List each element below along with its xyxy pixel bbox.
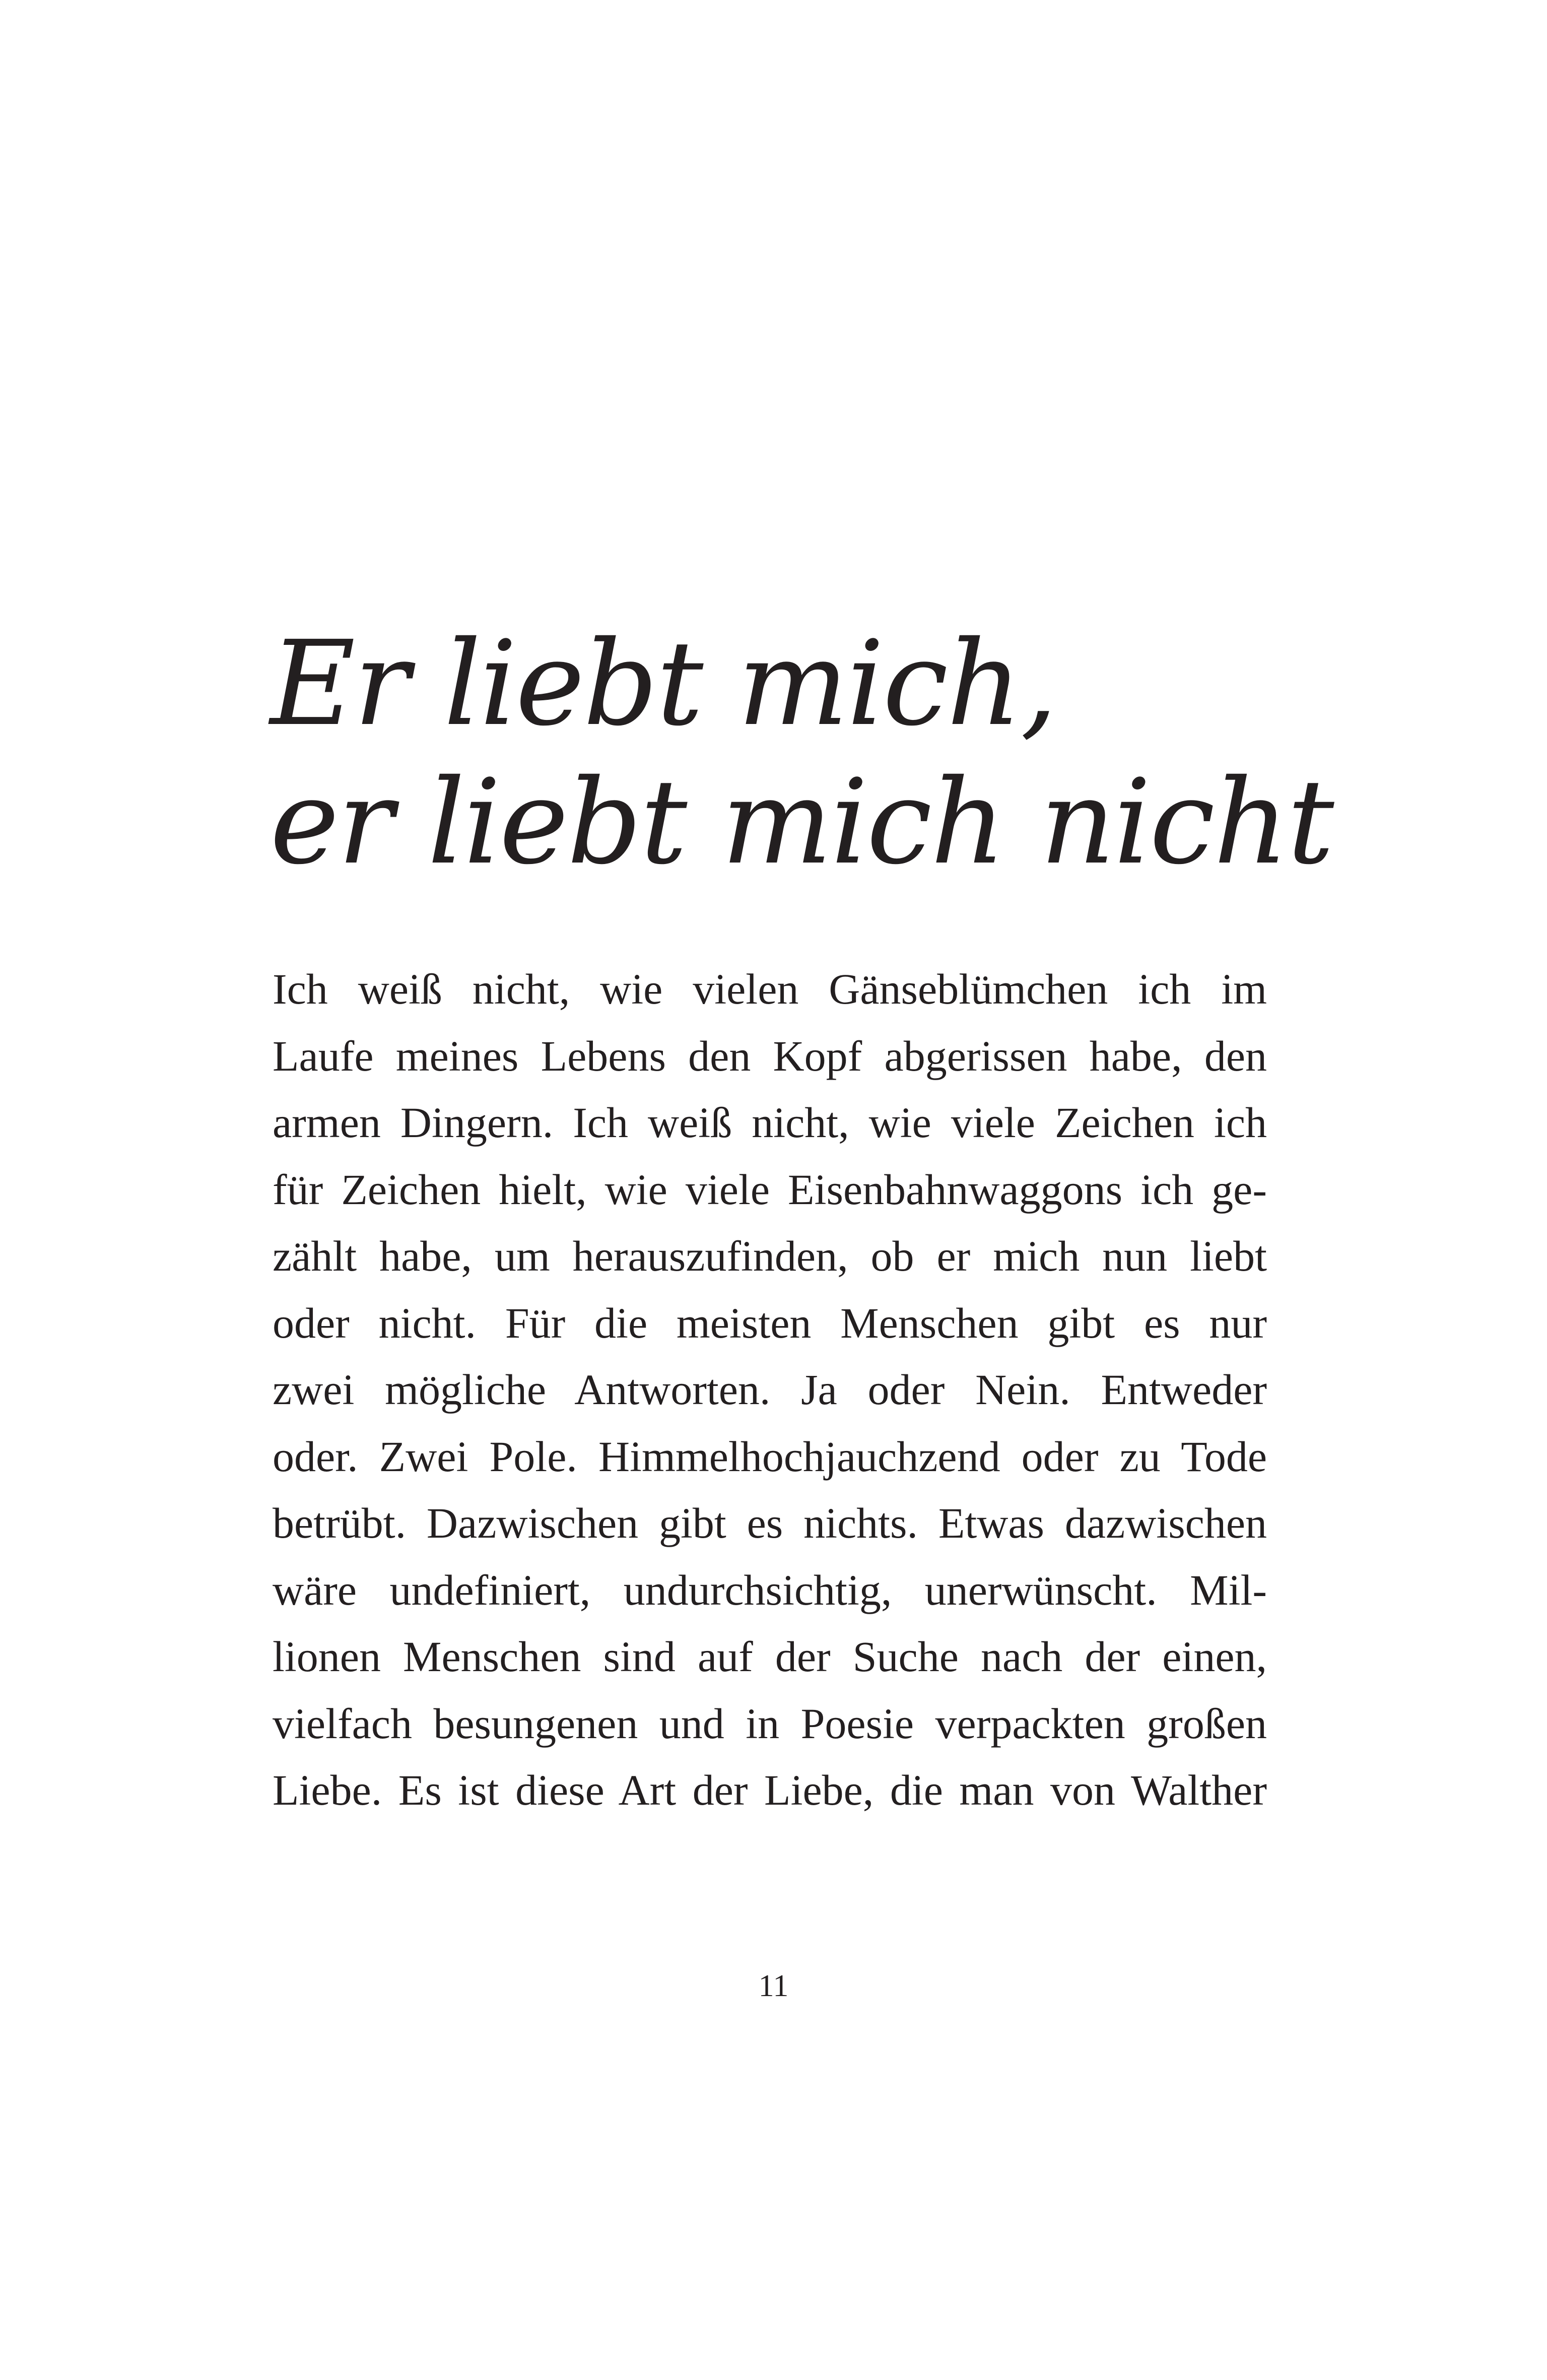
text-line: zwei mögliche Antworten. Ja oder Nein. Entweder bbox=[273, 1365, 1267, 1414]
text-line: vielfach besungenen und in Poesie verpackten großen bbox=[273, 1699, 1267, 1748]
text-line: oder nicht. Für die meisten Menschen gibt es nur bbox=[273, 1298, 1267, 1347]
text-line: Ich weiß nicht, wie vielen Gänseblümchen ich im bbox=[273, 965, 1267, 1013]
body-paragraph bbox=[273, 956, 1267, 1824]
text-line: wäre undefiniert, undurchsichtig, unerwünscht. Mil- bbox=[273, 1565, 1267, 1614]
chapter-title-line-1: Er liebt mich, bbox=[270, 616, 1056, 752]
text-line: lionen Menschen sind auf der Suche nach der einen, bbox=[273, 1632, 1267, 1681]
text-line: armen Dingern. Ich weiß nicht, wie viele Zeichen ich bbox=[273, 1098, 1267, 1147]
text-line: oder. Zwei Pole. Himmelhochjauchzend oder zu Tode bbox=[273, 1432, 1267, 1481]
text-line: für Zeichen hielt, wie viele Eisenbahnwaggons ich ge- bbox=[273, 1165, 1267, 1214]
text-line: Laufe meines Lebens den Kopf abgerissen habe, den bbox=[273, 1031, 1267, 1080]
text-line: zählt habe, um herauszufinden, ob er mich nun liebt bbox=[273, 1232, 1267, 1280]
text-line: betrübt. Dazwischen gibt es nichts. Etwas dazwischen bbox=[273, 1499, 1267, 1547]
text-line: Liebe. Es ist diese Art der Liebe, die man von Walther bbox=[273, 1766, 1267, 1814]
chapter-title bbox=[270, 615, 1333, 892]
chapter-title-line-2: er liebt mich nicht bbox=[270, 754, 1333, 890]
page-number: 11 bbox=[758, 1969, 789, 2003]
